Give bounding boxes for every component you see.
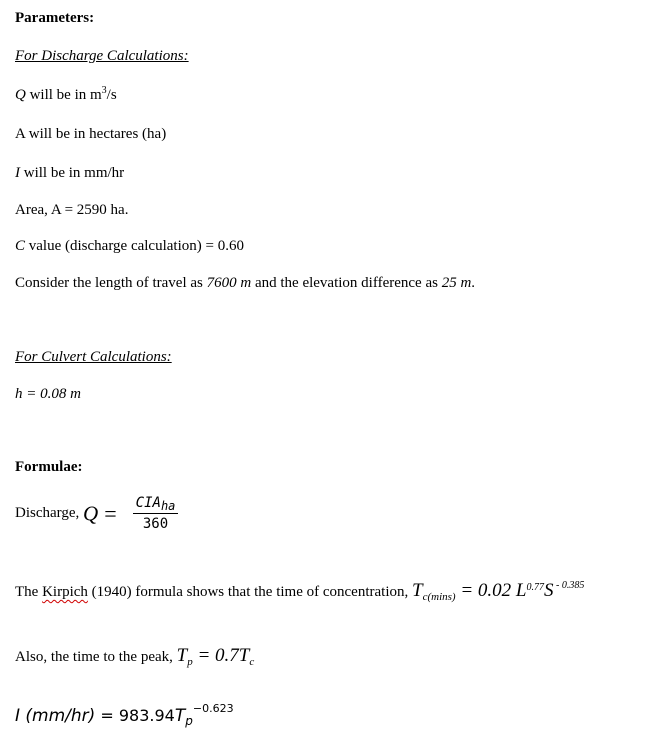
tp-symbol: T: [176, 645, 188, 666]
q-symbol: Q: [15, 87, 26, 103]
tp-tc-symbol: T: [238, 645, 250, 666]
tc-subscript: c(mins): [422, 591, 456, 603]
travel-length: 7600 m: [206, 275, 252, 291]
c-symbol: C: [15, 238, 26, 254]
culvert-calculations-subheading: For Culvert Calculations:: [15, 349, 172, 365]
kirpich-pre: The: [15, 584, 43, 600]
discharge-fraction: [133, 495, 179, 532]
discharge-equals: =: [104, 500, 117, 526]
c-value-line: [15, 238, 244, 255]
tc-l-exponent: 0.77: [526, 582, 544, 593]
intensity-lhs: I (mm/hr): [15, 706, 96, 726]
travel-end: .: [471, 275, 476, 291]
kirpich-formula: [15, 580, 584, 602]
intensity-coefficient: 983.94: [118, 706, 175, 725]
kirpich-mid: (1940) formula shows that the time of concentration,: [87, 584, 412, 600]
tp-tc-subscript: c: [249, 656, 255, 668]
tp-rhs: = 0.7: [192, 645, 239, 666]
i-symbol: I: [15, 165, 20, 181]
tc-s-exponent: - 0.385: [553, 580, 585, 591]
kirpich-name: Kirpich: [42, 584, 88, 600]
intensity-subscript: p: [185, 714, 193, 728]
peak-pre: Also, the time to the peak,: [15, 649, 177, 665]
tc-l-symbol: L: [515, 580, 527, 601]
discharge-numerator-subscript: ha: [160, 499, 176, 513]
i-unit-line: [15, 165, 124, 182]
intensity-exponent: −0.623: [192, 702, 234, 715]
tc-symbol: T: [412, 580, 423, 601]
h-value-line: h = 0.08 m: [15, 386, 81, 402]
discharge-numerator: [133, 495, 179, 514]
discharge-calculations-subheading: For Discharge Calculations:: [15, 48, 189, 64]
intensity-formula: [15, 702, 234, 728]
q-unit-text: will be in m: [25, 87, 102, 103]
discharge-q-symbol: Q: [83, 501, 99, 526]
a-unit-line: A will be in hectares (ha): [15, 126, 167, 142]
tc-rhs: = 0.02: [455, 580, 516, 601]
tc-s-symbol: S: [543, 580, 554, 601]
q-unit-line: [15, 87, 117, 104]
travel-mid: and the elevation difference as: [251, 275, 442, 291]
discharge-numerator-text: CIA: [135, 495, 161, 511]
i-unit-text: will be in mm/hr: [20, 165, 125, 181]
q-unit-superscript: 3: [101, 85, 107, 96]
travel-line: [15, 275, 475, 292]
discharge-formula: [15, 495, 178, 532]
intensity-equals: =: [95, 706, 119, 725]
tp-subscript: p: [187, 656, 193, 668]
area-line: Area, A = 2590 ha.: [15, 202, 129, 218]
travel-pre: Consider the length of travel as: [15, 275, 207, 291]
travel-elevation: 25 m: [441, 275, 472, 291]
time-to-peak-formula: [15, 645, 254, 667]
intensity-t-symbol: T: [174, 706, 186, 726]
q-unit-tail: /s: [106, 87, 117, 103]
discharge-label: Discharge,: [15, 504, 84, 521]
formulae-heading: Formulae:: [15, 459, 83, 475]
discharge-denominator: 360: [142, 516, 169, 533]
parameters-heading: Parameters:: [15, 10, 95, 26]
c-value-text: value (discharge calculation) = 0.60: [25, 238, 244, 254]
